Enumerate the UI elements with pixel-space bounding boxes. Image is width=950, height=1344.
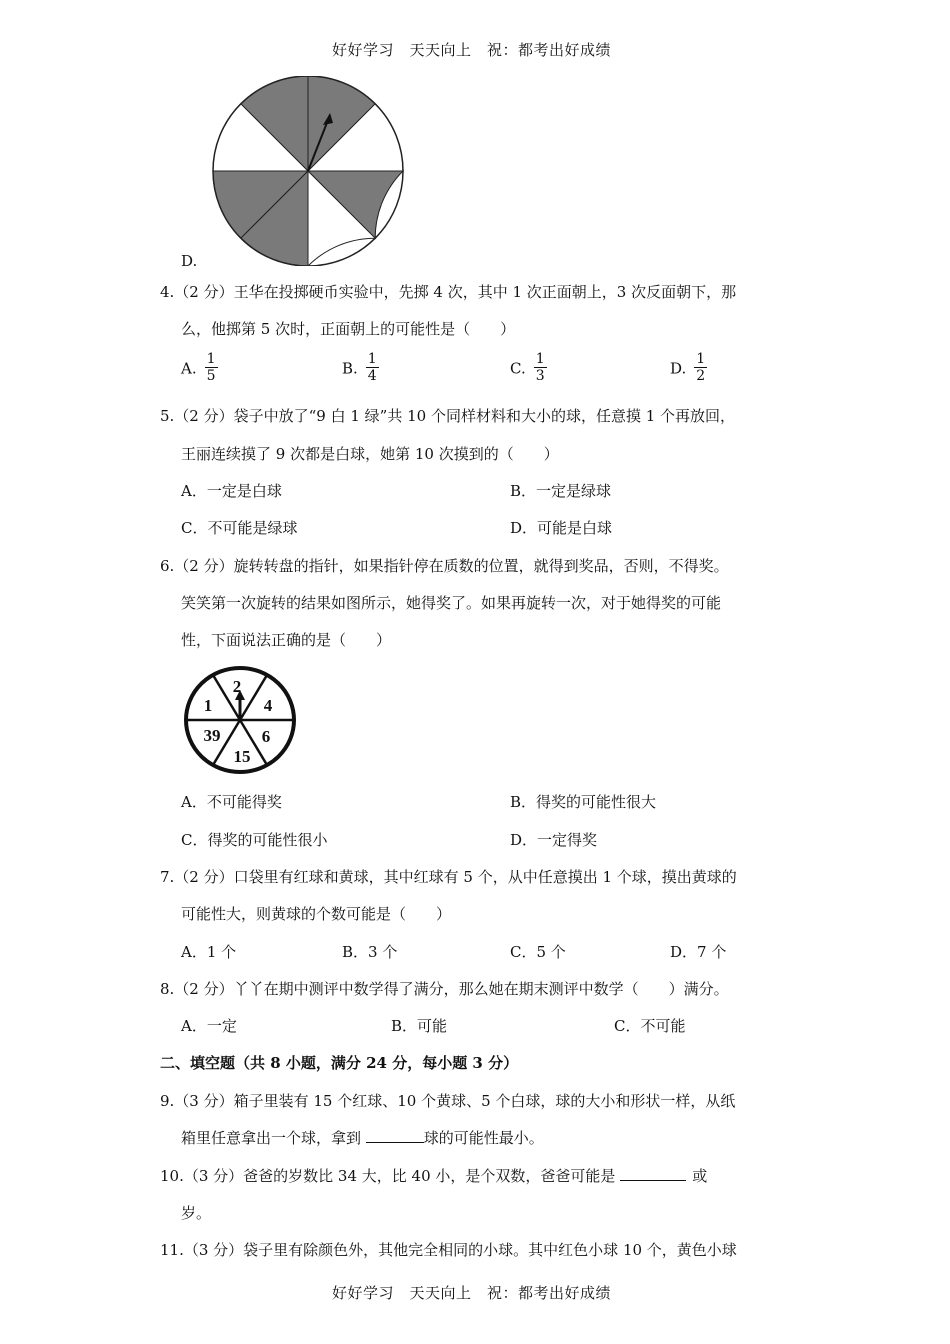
spinner-number: 6 <box>261 727 271 746</box>
q4-option-a: A. $\frac{1}{5}$ <box>181 351 216 384</box>
q5-option-c: C．不可能是绿球 <box>181 519 298 537</box>
q6-stem-line3: 性，下面说法正确的是（ ） <box>181 631 392 649</box>
section-title-fill-blank: 二、填空题（共 8 小题，满分 24 分，每小题 3 分） <box>160 1054 519 1072</box>
spinner-number: 15 <box>233 747 251 766</box>
q8-option-a: A．一定 <box>181 1017 237 1035</box>
q4-option-c: C. $\frac{1}{3}$ <box>510 351 545 384</box>
q5-stem-line2: 王丽连续摸了 9 次都是白球，她第 10 次摸到的（ ） <box>181 445 559 463</box>
q10-stem-line1: 10.（3 分）爸爸的岁数比 34 大，比 40 小，是个双数，爸爸可能是 或 <box>160 1167 708 1185</box>
q7-stem-line1: 7.（2 分）口袋里有红球和黄球，其中红球有 5 个，从中任意摸出 1 个球，摸出黄球的 <box>160 868 737 886</box>
q9-stem-line1: 9.（3 分）箱子里装有 15 个红球、10 个黄球、5 个白球，球的大小和形状一样，从纸 <box>160 1092 736 1110</box>
q7-option-a: A．1 个 <box>181 943 237 961</box>
q6-option-c: C．得奖的可能性很小 <box>181 831 328 849</box>
spinner-number: 4 <box>263 696 273 715</box>
spinner-figure-d <box>210 76 406 266</box>
q4-option-b: B. $\frac{1}{4}$ <box>342 351 377 384</box>
q6-option-a: A．不可能得奖 <box>181 793 282 811</box>
page-header: 好好学习 天天向上 祝：都考出好成绩 <box>332 41 612 59</box>
q4-option-d: D. $\frac{1}{2}$ <box>670 351 706 384</box>
q8-stem-line1: 8.（2 分）丫丫在期中测评中数学得了满分，那么她在期末测评中数学（ ）满分。 <box>160 980 729 998</box>
q8-option-b: B．可能 <box>391 1017 448 1035</box>
q7-option-d: D．7 个 <box>670 943 727 961</box>
q5-option-a: A．一定是白球 <box>181 482 282 500</box>
q6-stem-line2: 笑笑第一次旋转的结果如图所示，她得奖了。如果再旋转一次，对于她得奖的可能 <box>181 594 722 612</box>
q5-option-d: D．可能是白球 <box>510 519 613 537</box>
q9-answer-blank[interactable] <box>366 1128 424 1143</box>
q8-option-c: C．不可能 <box>614 1017 686 1035</box>
q10-answer-blank[interactable] <box>620 1166 686 1181</box>
q6-option-d: D．一定得奖 <box>510 831 598 849</box>
q3-option-d-label: D. <box>181 252 198 270</box>
q7-option-b: B．3 个 <box>342 943 398 961</box>
page-footer: 好好学习 天天向上 祝：都考出好成绩 <box>332 1284 612 1302</box>
q5-stem-line1: 5.（2 分）袋子中放了“9 白 1 绿”共 10 个同样材料和大小的球，任意摸 1 个再放回， <box>160 407 736 425</box>
q11-stem-line1: 11.（3 分）袋子里有除颜色外，其他完全相同的小球。其中红色小球 10 个，黄色小球 <box>160 1241 737 1259</box>
spinner-number: 39 <box>203 726 221 745</box>
number-spinner-figure <box>183 665 297 775</box>
q6-option-b: B．得奖的可能性很大 <box>510 793 657 811</box>
q9-stem-line2: 箱里任意拿出一个球，拿到 球的可能性最小。 <box>181 1129 544 1147</box>
q4-stem-line1: 4.（2 分）王华在投掷硬币实验中，先掷 4 次，其中 1 次正面朝上，3 次反面朝下，那 <box>160 283 737 301</box>
spinner-number: 2 <box>232 677 242 696</box>
q7-stem-line2: 可能性大，则黄球的个数可能是（ ） <box>181 905 452 923</box>
q6-stem-line1: 6.（2 分）旋转转盘的指针，如果指针停在质数的位置，就得到奖品，否则，不得奖。 <box>160 557 729 575</box>
q10-stem-line2: 岁。 <box>181 1204 212 1222</box>
q5-option-b: B．一定是绿球 <box>510 482 612 500</box>
q7-option-c: C．5 个 <box>510 943 566 961</box>
q4-stem-line2: 么，他掷第 5 次时，正面朝上的可能性是（ ） <box>181 320 516 338</box>
spinner-number: 1 <box>203 696 213 715</box>
